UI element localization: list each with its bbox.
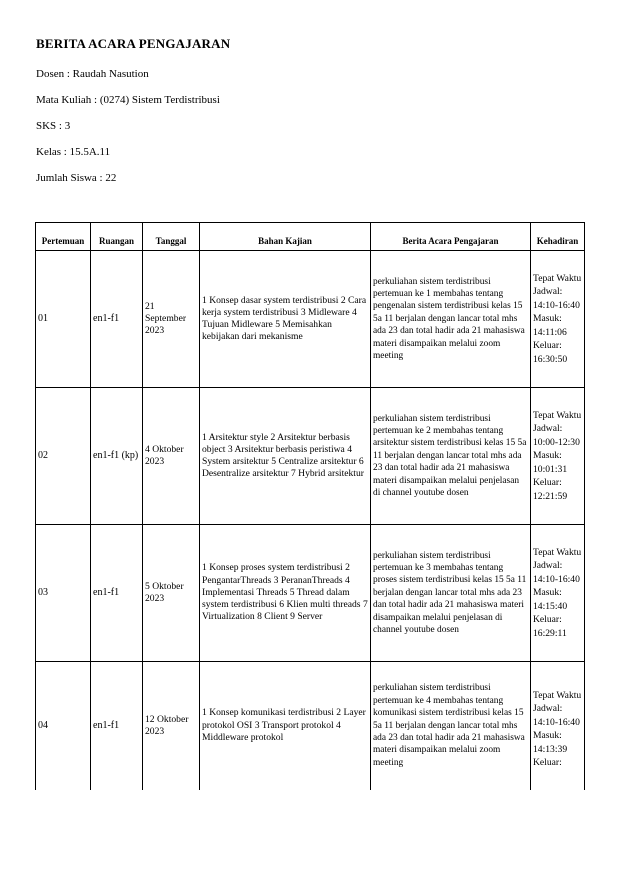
cell-bahan-kajian: 1 Konsep komunikasi terdistribusi 2 Layer protokol OSI 3 Transport protokol 4 Middleware protokol (200, 662, 371, 790)
header-ruangan: Ruangan (91, 223, 143, 251)
jumlah-siswa-line: Jumlah Siswa : 22 (36, 172, 117, 184)
cell-pertemuan: 02 (36, 388, 91, 525)
cell-kehadiran: Tepat Waktu Jadwal: 14:10-16:40 Masuk: 14:11:06 Keluar: 16:30:50 (531, 251, 585, 388)
cell-tanggal: 21 September 2023 (143, 251, 200, 388)
dosen-line: Dosen : Raudah Nasution (36, 68, 149, 80)
cell-tanggal: 12 Oktober 2023 (143, 662, 200, 790)
header-tanggal: Tanggal (143, 223, 200, 251)
sks-line: SKS : 3 (36, 120, 71, 132)
header-pertemuan: Pertemuan (36, 223, 91, 251)
cell-kehadiran: Tepat Waktu Jadwal: 14:10-16:40 Masuk: 14:15:40 Keluar: 16:29:11 (531, 525, 585, 662)
cell-berita-acara: perkuliahan sistem terdistribusi pertemuan ke 3 membahas tentang proses sistem terdistribusi kelas 15 5a 11 berjalan dengan lancar total mhs ada 23 dan total hadir ada 21 mahasiswa materi disampaikan melalui penjelasan di channel youtube dosen (371, 525, 531, 662)
cell-ruangan: en1-f1 (kp) (91, 388, 143, 525)
cell-pertemuan: 04 (36, 662, 91, 790)
table-row (36, 662, 585, 790)
cell-pertemuan: 01 (36, 251, 91, 388)
cell-tanggal: 5 Oktober 2023 (143, 525, 200, 662)
cell-ruangan: en1-f1 (91, 525, 143, 662)
header-bahan-kajian: Bahan Kajian (200, 223, 371, 251)
table-header-row (36, 223, 585, 251)
cell-ruangan: en1-f1 (91, 251, 143, 388)
table-row (36, 251, 585, 388)
cell-kehadiran: Tepat Waktu Jadwal: 14:10-16:40 Masuk: 14:13:39 Keluar: (531, 662, 585, 790)
cell-pertemuan: 03 (36, 525, 91, 662)
document-title: BERITA ACARA PENGAJARAN (36, 36, 231, 51)
cell-bahan-kajian: 1 Konsep proses system terdistribusi 2 PengantarThreads 3 PerananThreads 4 Implementasi Threads 5 Thread dalam system terdistribusi 6 Klien multi threads 7 Virtualization 8 Client 9 Server (200, 525, 371, 662)
cell-ruangan: en1-f1 (91, 662, 143, 790)
kelas-line: Kelas : 15.5A.11 (36, 146, 111, 158)
cell-tanggal: 4 Oktober 2023 (143, 388, 200, 525)
cell-bahan-kajian: 1 Konsep dasar system terdistribusi 2 Cara kerja system terdistribusi 3 Midleware 4 Tujuan Midleware 5 Memisahkan kebijakan dari mekanisme (200, 251, 371, 388)
cell-berita-acara: perkuliahan sistem terdistribusi pertemuan ke 1 membahas tentang pengenalan sistem terdistribusi kelas 15 5a 11 berjalan dengan lancar total mhs ada 23 dan total hadir ada 21 mahasiswa materi disampaikan melalui zoom meeting (371, 251, 531, 388)
table-row (36, 525, 585, 662)
cell-bahan-kajian: 1 Arsitektur style 2 Arsitektur berbasis object 3 Arsitektur berbasis peristiwa 4 System arsitektur 5 Centralize arsitektur 6 Desentralize arsitektur 7 Hybrid arsitektur (200, 388, 371, 525)
cell-berita-acara: perkuliahan sistem terdistribusi pertemuan ke 4 membahas tentang komunikasi sistem terdistribusi kelas 15 5a 11 berjalan dengan lancar total mhs ada 23 dan total hadir ada 21 mahasiswa materi disampaikan melalui zoom meeting (371, 662, 531, 790)
header-berita-acara: Berita Acara Pengajaran (371, 223, 531, 251)
table-row (36, 388, 585, 525)
mata-kuliah-line: Mata Kuliah : (0274) Sistem Terdistribusi (36, 94, 220, 106)
attendance-table (35, 222, 585, 790)
cell-kehadiran: Tepat Waktu Jadwal: 10:00-12:30 Masuk: 10:01:31 Keluar: 12:21:59 (531, 388, 585, 525)
cell-berita-acara: perkuliahan sistem terdistribusi pertemuan ke 2 membahas tentang arsitektur sistem terdistribusi kelas 15 5a 11 berjalan dengan lancar total mhs ada 23 dan total hadir ada 21 mahasiswa materi disampaikan melalui penjelasan di channel youtube dosen (371, 388, 531, 525)
header-kehadiran: Kehadiran (531, 223, 585, 251)
